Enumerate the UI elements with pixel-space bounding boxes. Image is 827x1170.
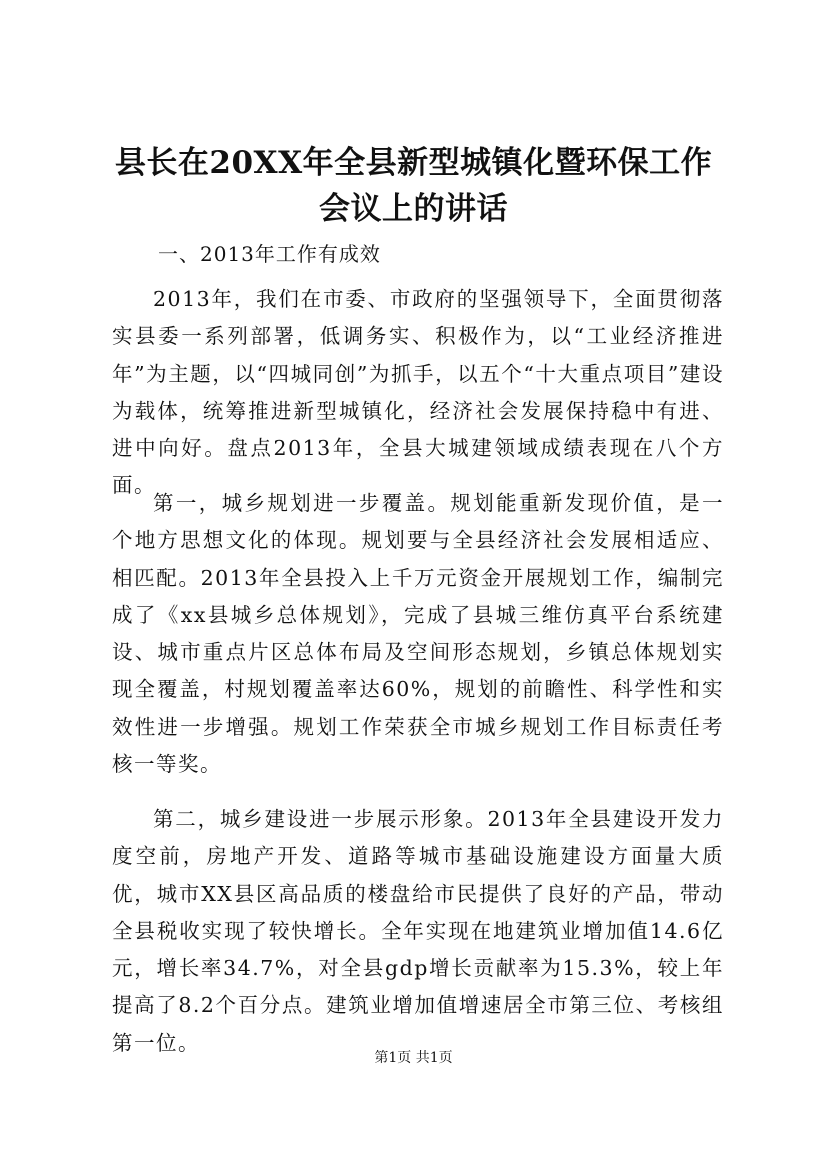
- page-footer: 第1页 共1页: [374, 1050, 453, 1066]
- section-heading: 一、2013年工作有成效: [158, 242, 381, 266]
- paragraph-overview: 2013年，我们在市委、市政府的坚强领导下，全面贯彻落实县委一系列部署，低调务实、积极作为，以“工业经济推进年”为主题，以“四城同创”为抓手，以五个“十大重点项目”建设为载体，统筹推进新型城镇化，经济社会发展保持稳中有进、进中向好。盘点2013年，全县大城建领域成绩表现在八个方面。: [112, 287, 724, 498]
- document-title: 县长在20XX年全县新型城镇化暨环保工作会议上的讲话: [114, 145, 713, 227]
- paragraph-urban-planning: 第一，城乡规划进一步覆盖。规划能重新发现价值，是一个地方思想文化的体现。规划要与全县经济社会发展相适应、相匹配。2013年全县投入上千万元资金开展规划工作，编制完成了《xx县城乡总体规划》，完成了县城三维仿真平台系统建设、城市重点片区总体布局及空间形态规划，乡镇总体规划实现全覆盖，村规划覆盖率达60%，规划的前瞻性、科学性和实效性进一步增强。规划工作荣获全市城乡规划工作目标责任考核一等奖。: [112, 491, 724, 777]
- paragraph-urban-construction: 第二，城乡建设进一步展示形象。2013年全县建设开发力度空前，房地产开发、道路等城市基础设施建设方面量大质优，城市XX县区高品质的楼盘给市民提供了良好的产品，带动全县税收实现了较快增长。全年实现在地建筑业增加值14.6亿元，增长率34.7%，对全县gdp增长贡献率为15.3%，较上年提高了8.2个百分点。建筑业增加值增速居全市第三位、考核组第一位。: [112, 807, 724, 1055]
